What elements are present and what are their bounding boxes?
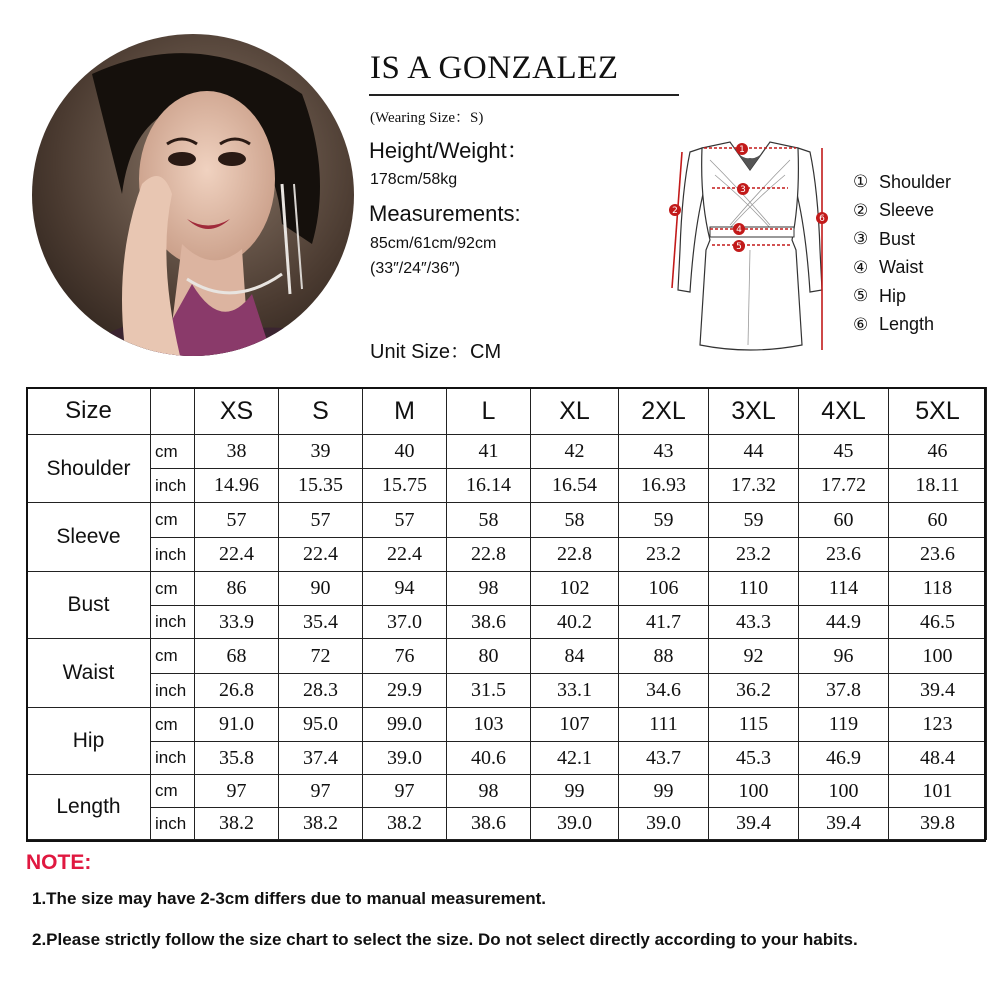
brand-underline [369, 94, 679, 96]
value-cell: 18.11 [889, 469, 987, 503]
value-cell: 95.0 [279, 708, 363, 742]
size-label-cell: 5XL [889, 388, 987, 435]
value-cell: 44.9 [799, 606, 889, 639]
unit-cell: inch [151, 469, 195, 503]
measurement-label-cell: Shoulder [27, 435, 151, 503]
value-cell: 84 [531, 639, 619, 674]
value-cell: 22.8 [531, 538, 619, 572]
value-cell: 15.75 [363, 469, 447, 503]
height-weight-label: Height/Weight： [369, 138, 529, 163]
table-row [27, 775, 987, 808]
value-cell: 35.4 [279, 606, 363, 639]
value-cell: 23.6 [889, 538, 987, 572]
value-cell: 23.2 [709, 538, 799, 572]
measurement-label-cell: Waist [27, 639, 151, 708]
value-cell: 22.4 [195, 538, 279, 572]
value-cell: 41.7 [619, 606, 709, 639]
value-cell: 110 [709, 572, 799, 606]
value-cell: 16.14 [447, 469, 531, 503]
value-cell: 42.1 [531, 742, 619, 775]
value-cell: 35.8 [195, 742, 279, 775]
value-cell: 40 [363, 435, 447, 469]
size-label-cell: XS [195, 388, 279, 435]
value-cell: 16.93 [619, 469, 709, 503]
value-cell: 40.6 [447, 742, 531, 775]
unit-cell: inch [151, 808, 195, 840]
size-header-cell: Size [27, 388, 151, 435]
value-cell: 33.9 [195, 606, 279, 639]
legend-item: ④ Waist [853, 257, 924, 278]
value-cell: 57 [363, 503, 447, 538]
value-cell: 97 [195, 775, 279, 808]
brand-name: IS A GONZALEZ [370, 50, 619, 86]
value-cell: 57 [195, 503, 279, 538]
size-label-cell: M [363, 388, 447, 435]
legend-item: ⑥ Length [853, 314, 935, 335]
table-row [27, 503, 987, 538]
value-cell: 38.2 [195, 808, 279, 840]
svg-text:3: 3 [740, 185, 746, 195]
value-cell: 45.3 [709, 742, 799, 775]
value-cell: 98 [447, 572, 531, 606]
svg-text:2: 2 [672, 206, 678, 216]
value-cell: 43.3 [709, 606, 799, 639]
height-weight-value: 178cm/58kg [370, 171, 458, 188]
unit-cell: inch [151, 606, 195, 639]
value-cell: 58 [447, 503, 531, 538]
value-cell: 97 [363, 775, 447, 808]
note-2: 2.Please strictly follow the size chart to select the size. Do not select directly according to your habits. [32, 930, 858, 949]
value-cell: 38.2 [279, 808, 363, 840]
value-cell: 14.96 [195, 469, 279, 503]
table-row [27, 538, 987, 572]
measurement-legend [853, 168, 951, 339]
value-cell: 37.0 [363, 606, 447, 639]
value-cell: 102 [531, 572, 619, 606]
value-cell: 37.4 [279, 742, 363, 775]
value-cell: 86 [195, 572, 279, 606]
value-cell: 94 [363, 572, 447, 606]
legend-item: ② Sleeve [853, 200, 935, 221]
value-cell: 16.54 [531, 469, 619, 503]
value-cell: 39.8 [889, 808, 987, 840]
value-cell: 43.7 [619, 742, 709, 775]
legend-item: ⑤ Hip [853, 285, 907, 306]
value-cell: 22.8 [447, 538, 531, 572]
size-label-cell: 4XL [799, 388, 889, 435]
value-cell: 39.0 [363, 742, 447, 775]
value-cell: 76 [363, 639, 447, 674]
value-cell: 98 [447, 775, 531, 808]
value-cell: 68 [195, 639, 279, 674]
value-cell: 99 [619, 775, 709, 808]
value-cell: 114 [799, 572, 889, 606]
value-cell: 92 [709, 639, 799, 674]
value-cell: 46 [889, 435, 987, 469]
value-cell: 57 [279, 503, 363, 538]
value-cell: 29.9 [363, 674, 447, 708]
value-cell: 38.2 [363, 808, 447, 840]
size-label-cell: S [279, 388, 363, 435]
value-cell: 26.8 [195, 674, 279, 708]
value-cell: 22.4 [279, 538, 363, 572]
value-cell: 38.6 [447, 606, 531, 639]
value-cell: 101 [889, 775, 987, 808]
svg-text:6: 6 [819, 214, 825, 224]
value-cell: 39.0 [531, 808, 619, 840]
value-cell: 23.2 [619, 538, 709, 572]
measurement-label-cell: Hip [27, 708, 151, 775]
value-cell: 39.4 [799, 808, 889, 840]
value-cell: 17.72 [799, 469, 889, 503]
size-label-cell: 2XL [619, 388, 709, 435]
value-cell: 107 [531, 708, 619, 742]
value-cell: 91.0 [195, 708, 279, 742]
unit-cell: cm [151, 639, 195, 674]
value-cell: 41 [447, 435, 531, 469]
value-cell: 59 [709, 503, 799, 538]
unit-cell: cm [151, 503, 195, 538]
value-cell: 118 [889, 572, 987, 606]
size-label-cell: 3XL [709, 388, 799, 435]
wearing-size: (Wearing Size：S) [370, 110, 484, 126]
value-cell: 37.8 [799, 674, 889, 708]
value-cell: 99 [531, 775, 619, 808]
dress-measurement-diagram [660, 130, 840, 360]
table-row [27, 435, 987, 469]
table-row [27, 469, 987, 503]
svg-text:1: 1 [739, 145, 745, 155]
value-cell: 97 [279, 775, 363, 808]
unit-cell: inch [151, 742, 195, 775]
value-cell: 38 [195, 435, 279, 469]
value-cell: 39.4 [709, 808, 799, 840]
measurement-label-cell: Bust [27, 572, 151, 639]
unit-cell: cm [151, 435, 195, 469]
value-cell: 46.9 [799, 742, 889, 775]
value-cell: 17.32 [709, 469, 799, 503]
value-cell: 28.3 [279, 674, 363, 708]
value-cell: 60 [799, 503, 889, 538]
value-cell: 115 [709, 708, 799, 742]
svg-text:5: 5 [736, 242, 742, 252]
value-cell: 99.0 [363, 708, 447, 742]
measurements-cm: 85cm/61cm/92cm [370, 235, 497, 252]
value-cell: 36.2 [709, 674, 799, 708]
value-cell: 42 [531, 435, 619, 469]
table-row [27, 708, 987, 742]
value-cell: 39.4 [889, 674, 987, 708]
unit-cell: cm [151, 775, 195, 808]
value-cell: 48.4 [889, 742, 987, 775]
measurements-label: Measurements: [369, 201, 521, 226]
value-cell: 22.4 [363, 538, 447, 572]
value-cell: 100 [889, 639, 987, 674]
table-row [27, 808, 987, 840]
value-cell: 44 [709, 435, 799, 469]
value-cell: 58 [531, 503, 619, 538]
measurement-label-cell: Length [27, 775, 151, 840]
table-row [27, 639, 987, 674]
value-cell: 39.0 [619, 808, 709, 840]
value-cell: 123 [889, 708, 987, 742]
unit-cell: inch [151, 538, 195, 572]
unit-cell: inch [151, 674, 195, 708]
value-cell: 15.35 [279, 469, 363, 503]
size-label-cell: XL [531, 388, 619, 435]
value-cell: 39 [279, 435, 363, 469]
value-cell: 31.5 [447, 674, 531, 708]
size-chart-table [26, 387, 987, 840]
value-cell: 43 [619, 435, 709, 469]
value-cell: 45 [799, 435, 889, 469]
value-cell: 96 [799, 639, 889, 674]
note-1: 1.The size may have 2-3cm differs due to manual measurement. [32, 889, 546, 908]
table-row [27, 606, 987, 639]
size-header-row [27, 388, 987, 435]
value-cell: 90 [279, 572, 363, 606]
value-cell: 103 [447, 708, 531, 742]
measurement-label-cell: Sleeve [27, 503, 151, 572]
value-cell: 100 [709, 775, 799, 808]
legend-item: ③ Bust [853, 228, 916, 249]
svg-text:4: 4 [736, 225, 742, 235]
measurements-in: (33″/24″/36″) [370, 260, 460, 277]
model-photo [32, 34, 354, 356]
unit-cell: cm [151, 708, 195, 742]
value-cell: 119 [799, 708, 889, 742]
value-cell: 38.6 [447, 808, 531, 840]
value-cell: 106 [619, 572, 709, 606]
unit-size: Unit Size：CM [370, 341, 502, 363]
table-row [27, 674, 987, 708]
table-row [27, 742, 987, 775]
value-cell: 80 [447, 639, 531, 674]
table-row [27, 572, 987, 606]
value-cell: 34.6 [619, 674, 709, 708]
value-cell: 100 [799, 775, 889, 808]
unit-cell: cm [151, 572, 195, 606]
legend-item: ① Shoulder [853, 171, 952, 192]
value-cell: 23.6 [799, 538, 889, 572]
value-cell: 60 [889, 503, 987, 538]
value-cell: 59 [619, 503, 709, 538]
value-cell: 33.1 [531, 674, 619, 708]
value-cell: 88 [619, 639, 709, 674]
note-title: NOTE: [26, 851, 92, 874]
size-label-cell: L [447, 388, 531, 435]
value-cell: 72 [279, 639, 363, 674]
value-cell: 46.5 [889, 606, 987, 639]
unit-header-cell [151, 388, 195, 435]
value-cell: 40.2 [531, 606, 619, 639]
value-cell: 111 [619, 708, 709, 742]
